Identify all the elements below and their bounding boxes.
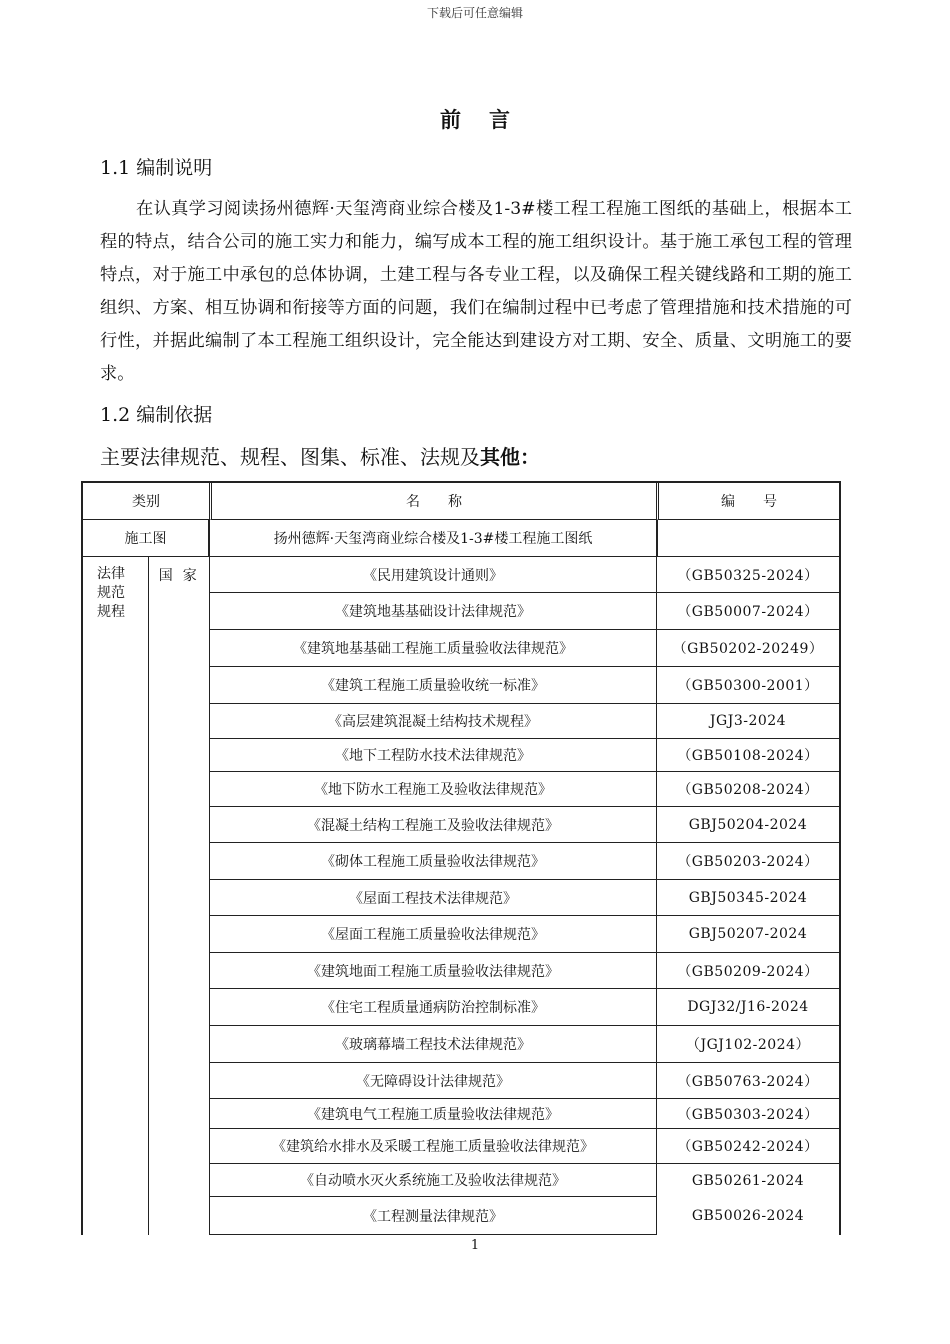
law-name: 《高层建筑混凝土结构技术规程》 [209,704,656,739]
law-code: （GB50303-2024） [656,1099,839,1129]
law-category-label: 法律规范规程 [97,566,125,620]
law-name: 《屋面工程施工质量验收法律规范》 [209,916,656,953]
page-number: 1 [470,1238,480,1253]
law-name: 《建筑地基基础设计法律规范》 [209,593,656,630]
law-name: 《无障碍设计法律规范》 [209,1063,656,1099]
standards-lead-text: 主要法律规范、规程、图集、标准、法规及 [100,445,480,469]
law-name: 《建筑给水排水及采暖工程施工质量验收法律规范》 [209,1129,656,1164]
law-code: （JGJ102-2024） [656,1026,839,1063]
law-name: 《民用建筑设计通则》 [209,557,656,593]
law-code: （GB50007-2024） [656,593,839,630]
law-code: DGJ32/J16-2024 [656,989,839,1026]
law-name: 《建筑地面工程施工质量验收法律规范》 [209,953,656,989]
header-note: 下载后可任意编辑 [426,6,523,20]
header-code: 编 号 [656,483,839,520]
law-name: 《地下工程防水技术法律规范》 [209,739,656,772]
law-name: 《工程测量法律规范》 [209,1197,656,1235]
drawing-code [656,520,839,557]
law-name: 《建筑工程施工质量验收统一标准》 [209,667,656,704]
law-code: GBJ50207-2024 [656,916,839,953]
law-code: （GB50763-2024） [656,1063,839,1099]
law-code: GBJ50204-2024 [656,807,839,843]
drawing-name: 扬州德辉·天玺湾商业综合楼及1-3#楼工程施工图纸 [209,520,656,557]
header-category: 类别 [83,483,209,520]
law-code: （GB50203-2024） [656,843,839,880]
law-name: 《建筑电气工程施工质量验收法律规范》 [209,1099,656,1129]
law-name: 《住宅工程质量通病防治控制标准》 [209,989,656,1026]
law-name: 《屋面工程技术法律规范》 [209,880,656,916]
law-code: （GB50325-2024） [656,557,839,593]
law-subcategory-cell [148,557,209,1235]
law-code: （GB50300-2001） [656,667,839,704]
law-name: 《玻璃幕墙工程技术法律规范》 [209,1026,656,1063]
law-code: （GB50242-2024） [656,1129,839,1164]
law-subcategory-label: 国家 [158,568,207,584]
section-heading-2: 1.2 编制依据 [100,404,213,426]
section-heading-1: 1.1 编制说明 [100,157,213,179]
drawing-category: 施工图 [83,520,209,557]
law-code: GB50026-2024 [656,1197,839,1235]
law-code: JGJ3-2024 [656,704,839,739]
standards-table [81,481,841,1235]
law-name: 《建筑地基基础工程施工质量验收法律规范》 [209,630,656,667]
standards-lead-bold: 其他： [480,445,540,469]
table-header-row [83,483,839,520]
law-code: （GB50202-20249） [656,630,839,667]
law-code: GBJ50345-2024 [656,880,839,916]
drawing-row [83,520,839,557]
table-row [83,557,839,593]
standards-lead [100,441,540,470]
section-paragraph-1: 在认真学习阅读扬州德辉·天玺湾商业综合楼及1-3#楼工程工程施工图纸的基础上，根据本工程的特点，结合公司的施工实力和能力，编写成本工程的施工组织设计。基于施工承包工程的管理特点，对于施工中承包的总体协调，土建工程与各专业工程，以及确保工程关键线路和工期的施工组织、方案、相互协调和衔接等方面的问题，我们在编制过程中已考虑了管理措施和技术措施的可行性，并据此编制了本工程施工组织设计，完全能达到建设方对工期、安全、质量、文明施工的要求。 [100,199,852,384]
law-name: 《自动喷水灭火系统施工及验收法律规范》 [209,1164,656,1197]
law-code: GB50261-2024 [656,1164,839,1197]
header-name: 名 称 [209,483,656,520]
law-name: 《地下防水工程施工及验收法律规范》 [209,772,656,807]
page-title: 前言 [440,107,538,132]
law-code: （GB50108-2024） [656,739,839,772]
law-category-cell [83,557,148,1235]
law-name: 《混凝土结构工程施工及验收法律规范》 [209,807,656,843]
law-code: （GB50209-2024） [656,953,839,989]
law-code: （GB50208-2024） [656,772,839,807]
law-name: 《砌体工程施工质量验收法律规范》 [209,843,656,880]
